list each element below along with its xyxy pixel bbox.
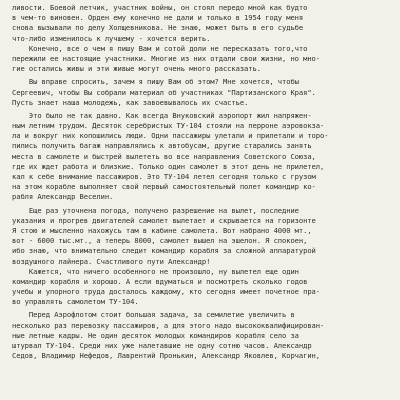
text-line: ным летним трудом. Десяток серебристых ТУ-104 стояли на перроне аэровокза-: [12, 121, 325, 131]
text-line: несколько раз перевозку пассажиров, а для этого надо высококвалифицирован-: [12, 320, 325, 330]
text-line: рабля Александр Веселин.: [12, 192, 114, 202]
text-line: гие остались живы и эти живые могут очень много рассказать.: [12, 64, 261, 74]
text-line: пились получить багаж направлялись к автобусам, другие старались занять: [12, 141, 312, 151]
text-line: Кажется, что ничего особенного не произошло, ну вылетел еще один: [12, 266, 299, 276]
text-line: на этом корабле выполняет свой первый самостоятельный полет командир ко-: [12, 182, 316, 192]
text-line: ла и вокруг них копошились люди. Одни пассажиры улетали и прилетали и торо-: [12, 131, 329, 141]
text-line: Пусть знает наша молодежь, как завоевывалось их счастье.: [12, 97, 249, 107]
text-line: во управлять самолетом ТУ-104.: [12, 297, 139, 307]
text-line: ные летные кадры. Не один десяток молодых командиров корабля село за: [12, 330, 299, 340]
text-line: Седов, Владимир Нефедов, Лаврентий Пронькин, Александр Яковлев, Корчагин,: [12, 351, 320, 361]
text-line: Вы вправе спросить, зачем я пишу Вам об этом? Мне хочется, чтобы: [12, 77, 299, 87]
text-line: кал к себе внимание пассажиров. Это ТУ-104 летел сегодня только с грузом: [12, 172, 316, 181]
text-line: где их ждет работа и близкие. Только один самолет в этот день не прилетел,: [12, 161, 325, 171]
text-line: что-либо изменилось к лучшему - хочется верить.: [12, 33, 211, 43]
text-line: ибо знаю, что внимательно следит командир корабля за сложной аппаратурой: [12, 246, 316, 256]
text-line: командир корабля и хорошо. А если вдуматься и посмотреть сколько годов: [12, 276, 308, 286]
text-line: Еще раз уточнена погода, получено разрешение на вылет, последние: [12, 205, 299, 215]
text-line: пережили ее настоящие участники. Многие из них отдали свои жизни, но мно-: [12, 53, 320, 63]
text-line: ливости. Боевой летчик, участник войны, он стоял передо мной как будто: [12, 3, 308, 12]
text-line: штурвал ТУ-104. Среди них уже налетавшие не одну сотню часов. Александр: [12, 341, 312, 350]
text-line: места в самолете и быстрей вылететь во все направления Советского Союза,: [12, 151, 316, 161]
text-line: Это было не так давно. Как всегда Внуковский аэропорт жил напряжен-: [12, 110, 312, 120]
text-line: Перед Аэрофлотом стоит большая задача, за семилетие увеличить в: [12, 310, 295, 320]
text-line: указания и прогрев двигателей самолет вылетает и скрывается на горизонте: [12, 215, 316, 225]
text-line: Конечно, все о чем я пишу Вам и сотой доли не пересказать того,что: [12, 43, 308, 53]
text-line: снова вызывали по делу Холщевникова. Не знаю, может быть в его судьбе: [12, 23, 304, 33]
text-line: в чем-то виновен. Орден ему конечно не дали и только в 1954 году меня: [12, 13, 304, 23]
text-line: вот - 6000 тыс.мт., а теперь 8000, самолет вышел на эшелон. Я спокоен,: [12, 236, 308, 246]
text-line: Я стою и мысленно нахожусь там в кабине самолета. Вот набрано 4000 мт.,: [12, 225, 312, 235]
text-line: учебы и упорного труда досталось каждому, кто сегодня имеет почетное пра-: [12, 287, 320, 297]
text-line: воздушного лайнера. Счастливого пути Александр!: [12, 256, 211, 266]
text-line: Сергеевич, чтобы Вы собрали материал об участниках "Партизанского Края".: [12, 87, 316, 97]
